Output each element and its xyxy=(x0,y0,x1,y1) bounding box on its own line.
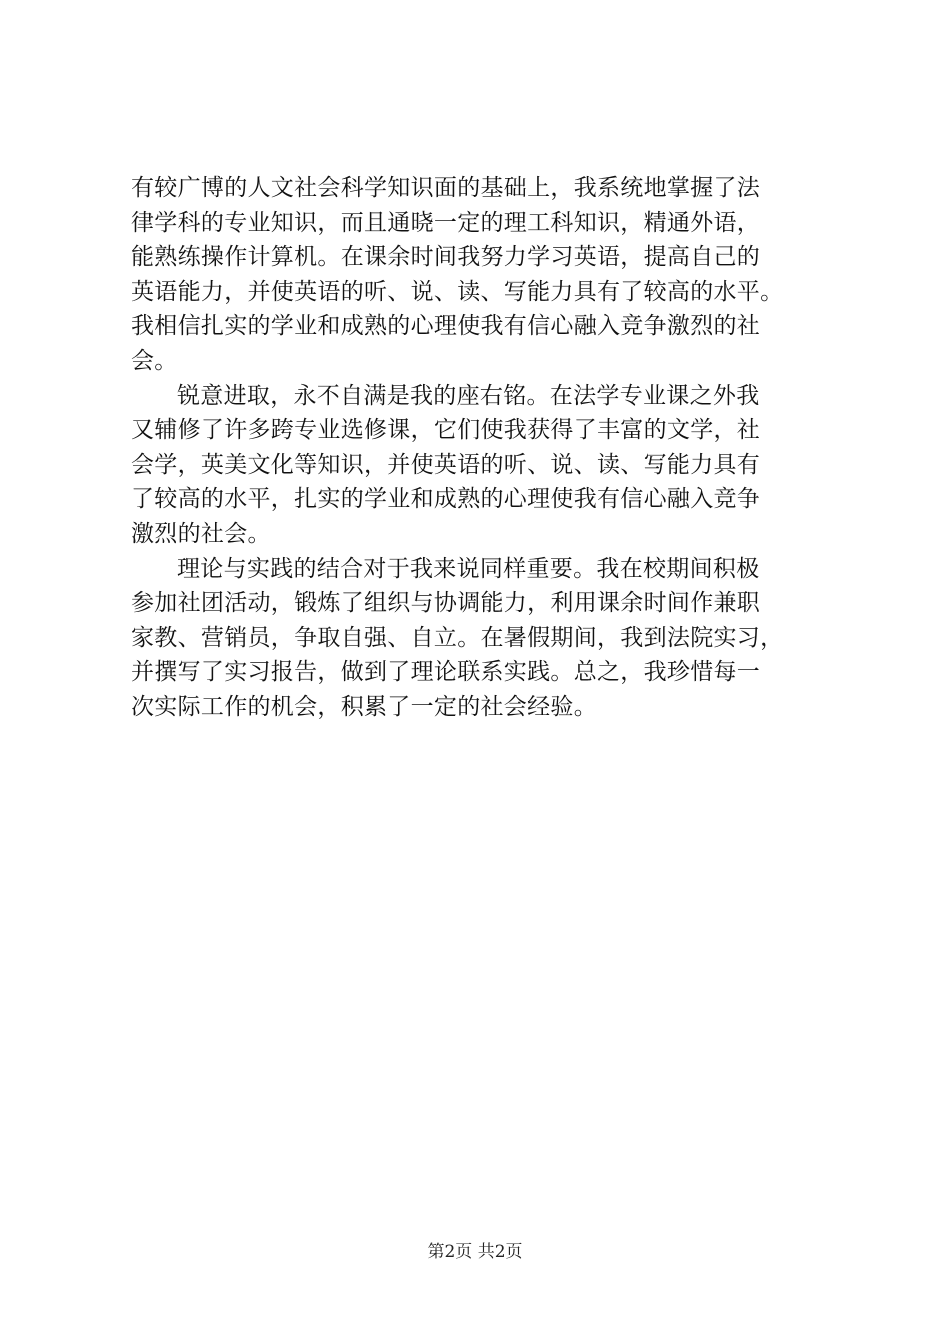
text-line: 有较广博的人文社会科学知识面的基础上，我系统地掌握了法 xyxy=(131,175,761,201)
text-line: 次实际工作的机会，积累了一定的社会经验。 xyxy=(131,693,597,720)
text-line: 家教、营销员，争取自强、自立。在暑假期间，我到法院实习， xyxy=(131,624,784,651)
text-line: 激烈的社会。 xyxy=(131,520,271,547)
page-footer: 第2页 共2页 xyxy=(427,1242,523,1262)
text-line: 又辅修了许多跨专业选修课，它们使我获得了丰富的文学，社 xyxy=(131,417,761,444)
text-line: 律学科的专业知识，而且通晓一定的理工科知识，精通外语， xyxy=(131,209,761,236)
paragraph-start-line: 理论与实践的结合对于我来说同样重要。我在校期间积极 xyxy=(177,555,760,582)
text-line: 会学，英美文化等知识，并使英语的听、说、读、写能力具有 xyxy=(131,451,761,478)
text-line: 我相信扎实的学业和成熟的心理使我有信心融入竞争激烈的社 xyxy=(131,313,761,340)
text-line: 会。 xyxy=(131,347,178,374)
text-line: 参加社团活动，锻炼了组织与协调能力，利用课余时间作兼职 xyxy=(131,590,761,617)
text-line: 英语能力，并使英语的听、说、读、写能力具有了较高的水平。 xyxy=(131,278,784,305)
text-line: 并撰写了实习报告，做到了理论联系实践。总之，我珍惜每一 xyxy=(131,659,761,686)
text-line: 能熟练操作计算机。在课余时间我努力学习英语，提高自己的 xyxy=(131,244,761,271)
text-line: 了较高的水平，扎实的学业和成熟的心理使我有信心融入竞争 xyxy=(131,486,761,513)
body-text xyxy=(131,171,851,725)
paragraph-start-line: 锐意进取，永不自满是我的座右铭。在法学专业课之外我 xyxy=(177,382,760,409)
